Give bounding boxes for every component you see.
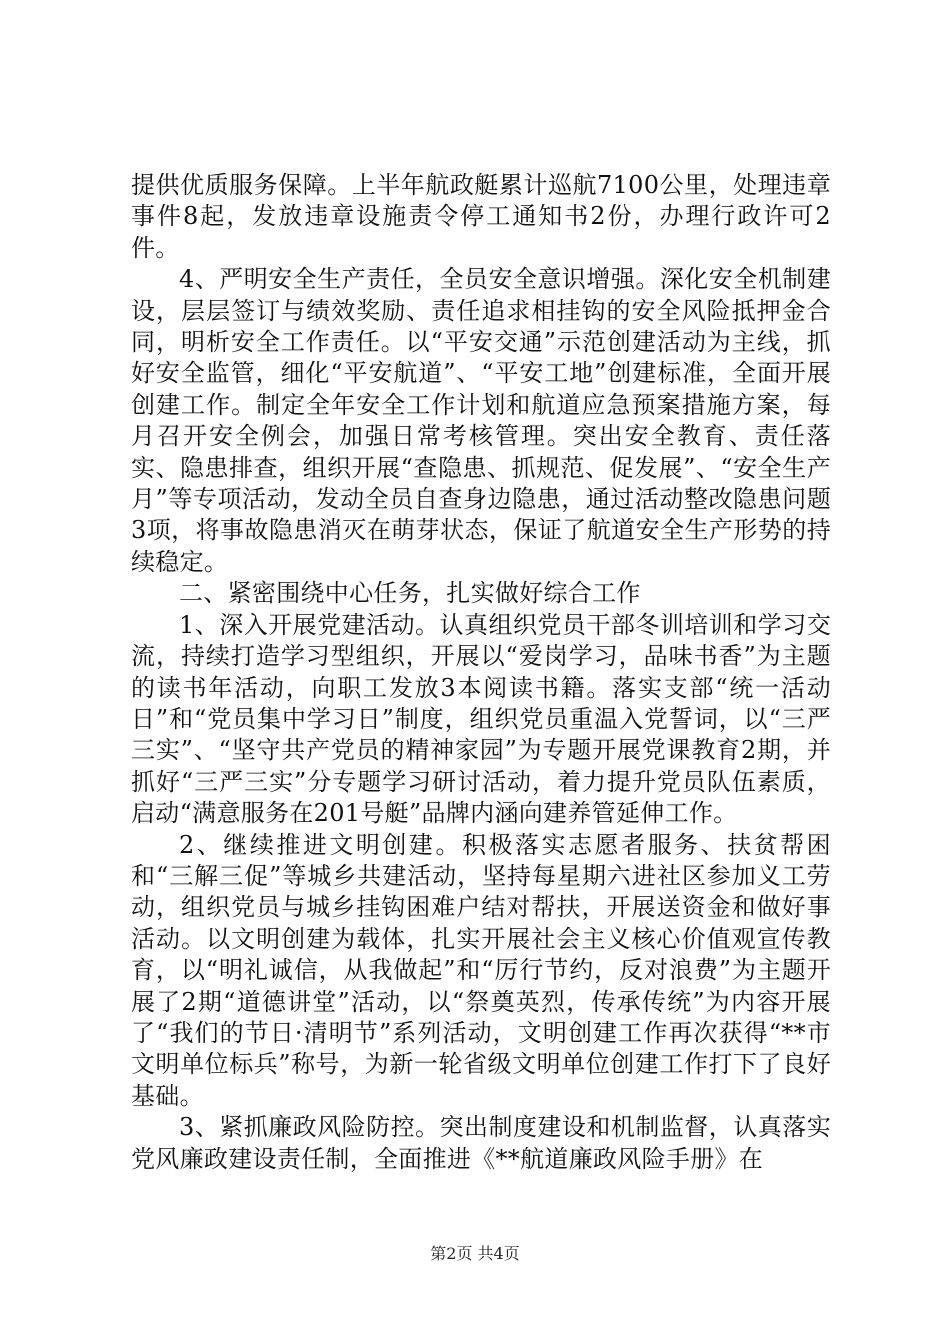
- paragraph-party-building: 1、深入开展党建活动。认真组织党员干部冬训培训和学习交流，持续打造学习型组织，开展以“爱岗学习，品味书香”为主题的读书年活动，向职工发放3本阅读书籍。落实支部“统一活动日”和“党员集中学习日”制度，组织党员重温入党誓词，以“三严三实”、“坚守共产党员的精神家园”为专题开展党课教育2期，并抓好“三严三实”分专题学习研讨活动，着力提升党员队伍素质，启动“满意服务在201号艇”品牌内涵向建养管延伸工作。: [131, 610, 831, 828]
- paragraph-continuation: 提供优质服务保障。上半年航政艇累计巡航7100公里，处理违章事件8起，发放违章设施责令停工通知书2份，办理行政许可2件。: [131, 171, 831, 262]
- document-body: [131, 170, 831, 1175]
- page-footer: 第2页 共4页: [430, 1244, 520, 1263]
- paragraph-safety-responsibility: 4、严明安全生产责任，全员安全意识增强。深化安全机制建设，层层签订与绩效奖励、责任追求相挂钩的安全风险抵押金合同，明析安全工作责任。以“平安交通”示范创建活动为主线，抓好安全监管，细化“平安航道”、“平安工地”创建标准，全面开展创建工作。制定全年安全工作计划和航道应急预案措施方案，每月召开安全例会，加强日常考核管理。突出安全教育、责任落实、隐患排查，组织开展“查隐患、抓规范、促发展”、“安全生产月”等专项活动，发动全员自查身边隐患，通过活动整改隐患问题3项，将事故隐患消灭在萌芽状态，保证了航道安全生产形势的持续稳定。: [131, 265, 831, 576]
- section-heading-comprehensive-work: 二、紧密围绕中心任务，扎实做好综合工作: [179, 579, 641, 608]
- paragraph-integrity-risk: 3、紧抓廉政风险防控。突出制度建设和机制监督，认真落实党风廉政建设责任制，全面推进《**航道廉政风险手册》在: [131, 1113, 831, 1173]
- paragraph-civilization-creation: 2、继续推进文明创建。积极落实志愿者服务、扶贫帮困和“三解三促”等城乡共建活动，坚持每星期六进社区参加义工劳动，组织党员与城乡挂钩困难户结对帮扶，开展送资金和做好事活动。以文明创建为载体，扎实开展社会主义核心价值观宣传教育，以“明礼诚信，从我做起”和“厉行节约，反对浪费”为主题开展了2期“道德讲堂”活动，以“祭奠英烈，传承传统”为内容开展了“我们的节日·清明节”系列活动，文明创建工作再次获得“**市文明单位标兵”称号，为新一轮省级文明单位创建工作打下了良好基础。: [131, 830, 831, 1110]
